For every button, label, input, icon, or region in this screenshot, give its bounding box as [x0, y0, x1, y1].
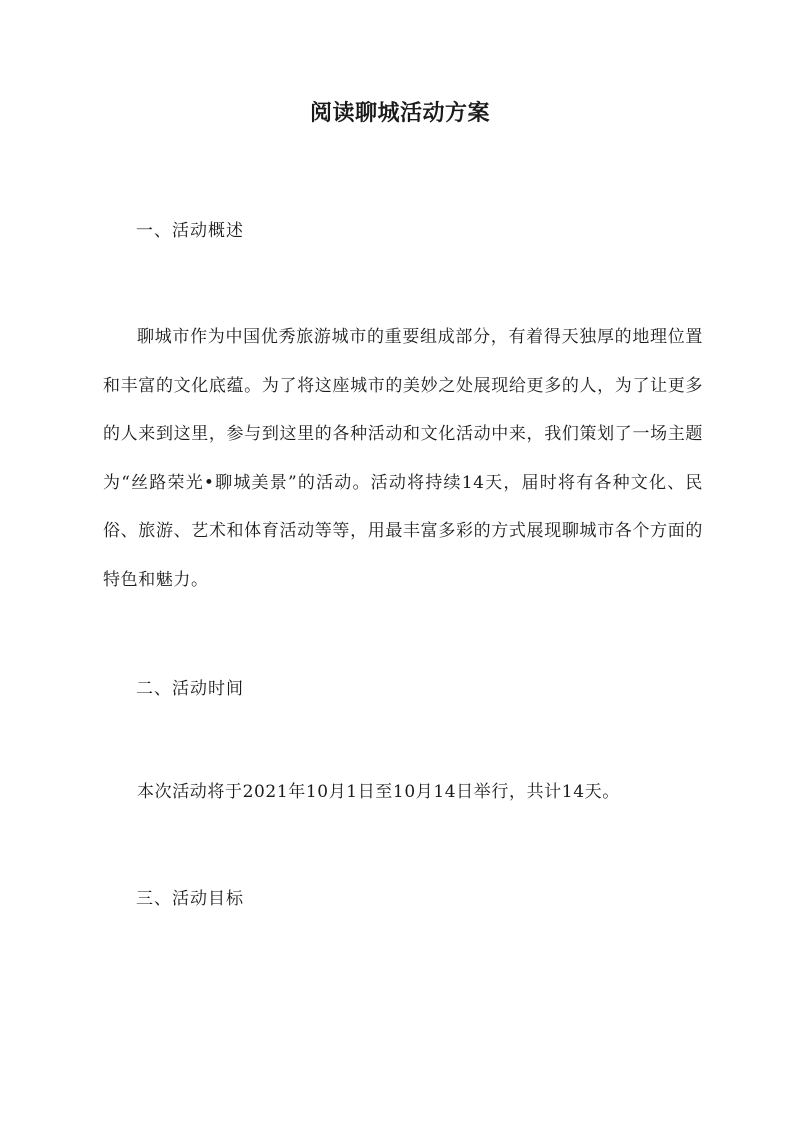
- section-body-overview: 聊城市作为中国优秀旅游城市的重要组成部分，有着得天独厚的地理位置和丰富的文化底蕴。为了将这座城市的美妙之处展现给更多的人，为了让更多的人来到这里，参与到这里的各种活动和文化活动中来，我们策划了一场主题为“丝路荣光•聊城美景”的活动。活动将持续14天，届时将有各种文化、民俗、旅游、艺术和体育活动等等，用最丰富多彩的方式展现聊城市各个方面的特色和魅力。: [103, 327, 703, 590]
- section-heading-overview: 一、活动概述: [136, 221, 244, 241]
- section-body-time: 本次活动将于2021年10月1日至10月14日举行，共计14天。: [137, 782, 620, 802]
- section-heading-time: 二、活动时间: [136, 679, 244, 699]
- section-heading-goals: 三、活动目标: [136, 889, 244, 909]
- document-title: 阅读聊城活动方案: [309, 100, 490, 126]
